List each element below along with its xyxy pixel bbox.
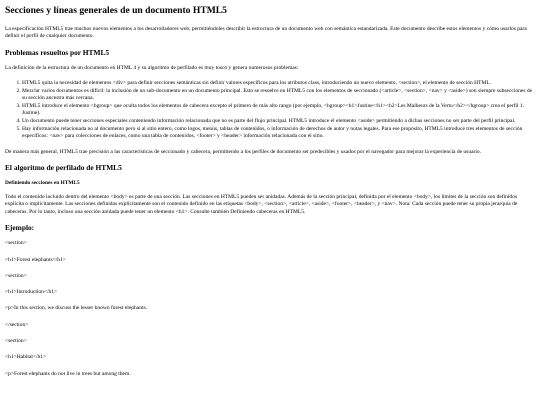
- problems-lead: La definición de la estructura de un documento en HTML 4 y su algoritmo de perfilado es muy tosco y genera numerosos problemas:: [5, 64, 299, 71]
- example-code-line: <p>In this section, we discuss the lesser known forest elephants.: [5, 305, 147, 312]
- example-heading: Ejemplo:: [5, 223, 35, 233]
- problems-list-item: 2. Mezclar varios documentos es difícil: la inclusión de un sub-documento en un documento principal. Esto se resuelve en HTML5 con los elementos de seccionado (<article>, <section>, <nav> y <aside>) son siempre subsecciones de su sección ancestra más cercana.: [22, 88, 535, 103]
- problems-list-item: 4. Un documento puede tener secciones especiales conteniendo información relacionada que no es parte del flujo principal. HTML5 introduce el elemento <aside> permitiendo a dichas secciones no ser parte del perfil principal.: [22, 118, 535, 126]
- example-code-line: <p>Forest elephants do not live in trees but among them.: [5, 370, 131, 377]
- problems-list-item: 5. Hay información relacionada no al documento pero sí al sitio entero, como logos, menús, tablas de contenidos, o información de derechos de autor y notas legales. Para ese propósito, HTML5 introduce tres elementos de sección específicos: <nav> para colecciones de enlaces, como una tabla de contenidos, <footer> y <header> información relacionada con el sitio.: [22, 126, 535, 141]
- algorithm-subheading: Definiendo secciones en HTML5: [5, 180, 80, 187]
- algorithm-body: Todo el contenido incluido dentro del elemento <body> es parte de una sección. Las secciones en HTML5 pueden ser anidadas. Además de la sección principal, definida por el elemento <body>, los límites de la sección son definidos explícita o implícitamente. Las secciones definidas explícitamente son el contenido definido en las etiquetas <body>, <section>, <article>, <aside>, <footer>, <header>, y <nav>. Nota: Cada sección puede tener su propia jerarquía de cabeceras. Por lo tanto, incluso una sección anidada puede tener un elemento <h1>. Consulte también Definiendo cabeceras en HTML5.: [5, 193, 518, 215]
- problems-conclusion: De manera más general, HTML5 trae precisión a las características de seccionado y cabecera, permitiendo a los perfiles de documento ser predecibles y usados por el navegador para mejorar la experiencia de usuario.: [5, 148, 481, 155]
- problems-list-item: 3. HTML5 introduce el elemento <hgroup> que oculta todos los elementos de cabecera excepto el primero de más alto rango (por ejemplo, <hgroup><h1>Justine</h1><h2>Les Malheurs de la Vertu</h2></hgroup> crea el perfil 1. Justine).: [22, 103, 535, 118]
- example-code-line: <h1>Forest elephants</h1>: [5, 256, 66, 263]
- example-code-line: <section>: [5, 272, 27, 279]
- example-code-line: </section>: [5, 321, 29, 328]
- example-code-line: <h1>Habitat</h1>: [5, 354, 47, 361]
- example-code-line: <section>: [5, 240, 27, 247]
- problems-list-item: 1. HTML5 quita la necesidad de elementos <div> para definir secciones semánticas sin definir valores específicos para los atributos class, introduciendo un nuevo elemento, <section>, el elemento de sección HTML.: [22, 80, 535, 88]
- intro-paragraph: La especificación HTML5 trae muchos nuevos elementos a los desarrolladores web, permitiéndoles describir la estructura de un documento web con semántica estandarizada. Este documento describe estos elementos y cómo usarlos para definir el perfil de cualquier documento.: [5, 25, 527, 40]
- algorithm-heading: El algoritmo de perfilado de HTML5: [5, 163, 122, 173]
- example-code: [5, 240, 535, 377]
- problems-heading: Problemas resueltos por HTML5: [5, 47, 110, 57]
- example-code-line: <h1>Introduction</h1>: [5, 289, 58, 296]
- example-code-line: <section>: [5, 337, 27, 344]
- page-title: Secciones y líneas generales de un documento HTML5: [5, 5, 227, 16]
- problems-list: [5, 80, 535, 141]
